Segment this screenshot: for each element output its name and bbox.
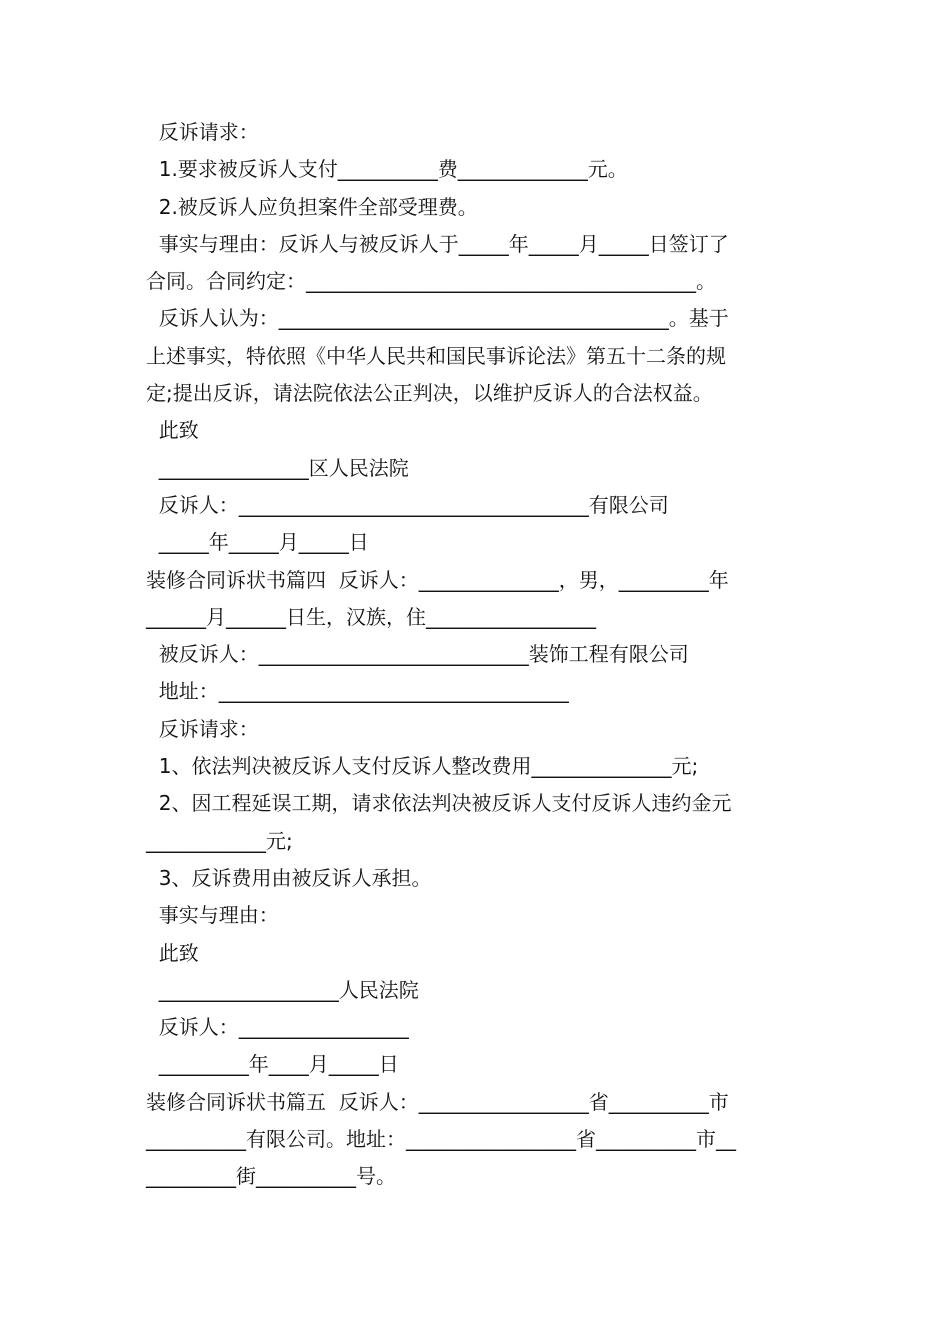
text-line: ______月______日生，汉族，住_________________ <box>146 604 596 629</box>
section-heading-line: 装修合同诉状书篇四 反诉人：______________，男，_________年 <box>146 567 729 592</box>
text-line: 事实与理由： <box>146 903 279 928</box>
text-line: _________街__________号。 <box>146 1164 396 1189</box>
text-line: 反诉人认为：_______________________________________。基于 <box>146 306 729 331</box>
text-line: 反诉请求： <box>146 716 259 741</box>
text-line: 反诉人：___________________________________有限公司 <box>146 492 669 517</box>
text-line: 2.被反诉人应负担案件全部受理费。 <box>146 194 478 219</box>
text-line: 合同。合同约定：_______________________________________。 <box>146 269 716 294</box>
text-line: _______________区人民法院 <box>146 455 409 480</box>
text-line: 事实与理由：反诉人与被反诉人于_____年_____月_____日签订了 <box>146 231 729 256</box>
text-line: 此致 <box>146 418 199 443</box>
text-line: ____________元; <box>146 828 293 853</box>
text-line: 反诉请求： <box>146 120 259 144</box>
text-line: 定;提出反诉，请法院依法公正判决，以维护反诉人的合法权益。 <box>146 381 713 406</box>
text-line: 被反诉人：___________________________装饰工程有限公司 <box>146 642 689 667</box>
text-line: 上述事实，特依照《中华人民共和国民事诉论法》第五十二条的规 <box>146 343 726 368</box>
text-line: 反诉人：_________________ <box>146 1015 409 1040</box>
section-heading-line: 装修合同诉状书篇五 反诉人：_________________省__________市 <box>146 1089 729 1114</box>
text-line: 1、依法判决被反诉人支付反诉人整改费用______________元; <box>146 754 699 779</box>
text-line: 1.要求被反诉人支付__________费_____________元。 <box>146 157 628 182</box>
text-line: __________________人民法院 <box>146 977 419 1002</box>
text-line: 此致 <box>146 940 199 965</box>
text-line: 地址：___________________________________ <box>146 679 569 704</box>
text-line: 2、因工程延误工期，请求依法判决被反诉人支付反诉人违约金元 <box>146 791 732 816</box>
document-body <box>146 114 808 1196</box>
text-line: 3、反诉费用由被反诉人承担。 <box>146 865 432 890</box>
text-line: _____年_____月_____日 <box>146 530 369 555</box>
text-line: _________年____月_____日 <box>146 1052 399 1077</box>
text-line: __________有限公司。地址：_________________省__________市__ <box>146 1127 736 1152</box>
